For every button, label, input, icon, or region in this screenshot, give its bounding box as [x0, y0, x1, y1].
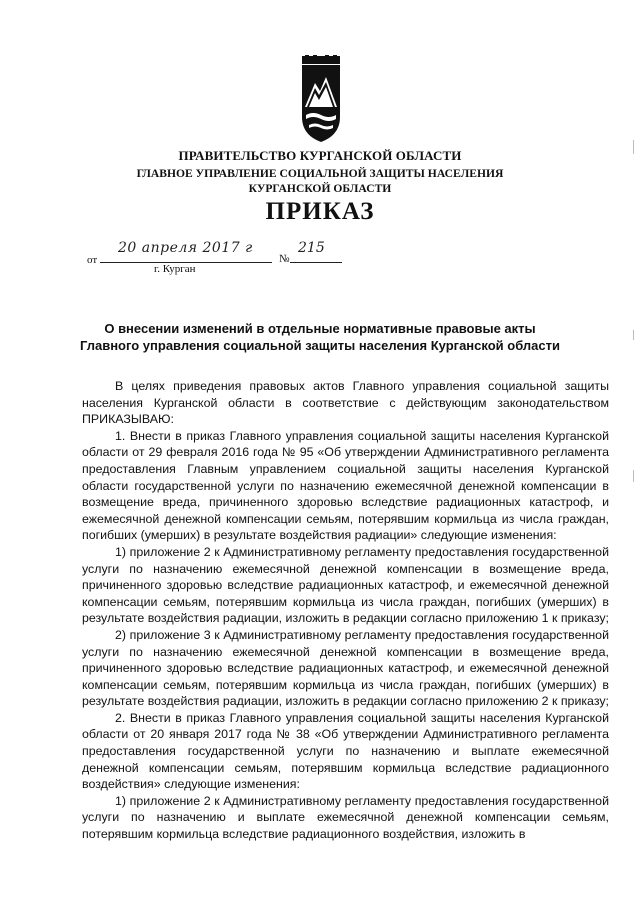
number-underline — [290, 262, 342, 263]
body-paragraph-item-2: 2. Внести в приказ Главного управления социальной защиты населения Курганской области от 20 января 2017 года № 38 «Об утверждении Административного регламента предоставления государственной услуги по назначению и выплате ежемесячной денежной компенсации семьям, потерявшим кормильца вследствие радиационного воздействия» следующие изменения: — [82, 710, 609, 792]
handwritten-number: 215 — [298, 240, 325, 256]
body-paragraph-item-1: 1. Внести в приказ Главного управления социальной защиты населения Курганской области от 29 февраля 2016 года № 95 «Об утверждении Административного регламента предоставления Главным управлением социальной защиты населения Курганской области государственной услуги по назначению ежемесячной денежной компенсации в возмещение вреда, причиненного здоровью вследствие радиационных катастроф, и ежемесячной денежной компенсации семьям, потерявшим кормильца из числа граждан, погибших (умерших) в результате воздействия радиации» следующие изменения: — [82, 428, 609, 543]
number-label: № — [279, 253, 290, 265]
date-prefix-label: от — [87, 254, 98, 266]
government-name: ПРАВИТЕЛЬСТВО КУРГАНСКОЙ ОБЛАСТИ — [178, 148, 462, 163]
body-paragraph-intro: В целях приведения правовых актов Главного управления социальной защиты населения Курганской области в соответствие с действующим законодательством ПРИКАЗЫВАЮ: — [82, 379, 609, 427]
body-paragraph-item-1-2: 2) приложение 3 к Административному регламенту предоставления государственной услуги по назначению ежемесячной денежной компенсации в возмещение вреда, причиненного здоровью вследствие радиационных катастроф, и ежемесячной денежной компенсации семьям, потерявшим кормильца из числа граждан, погибших (умерших) в результате воздействия радиации, изложить в редакции согласно приложению 2 к приказу; — [82, 627, 609, 709]
subject-line-2: Главного управления социальной защиты населения Курганской области — [80, 338, 560, 353]
city-label: г. Курган — [154, 263, 196, 275]
handwritten-date: 20 апреля 2017 г — [118, 240, 253, 256]
document-type-title: ПРИКАЗ — [265, 198, 375, 225]
scan-artifact — [633, 470, 634, 482]
subject-line-1: О внесении изменений в отдельные нормативные правовые акты — [104, 321, 536, 336]
coat-of-arms-icon — [301, 55, 341, 143]
scan-artifact — [633, 330, 634, 340]
date-number-line — [0, 240, 640, 270]
body-paragraph-item-2-1: 1) приложение 2 к Административному регламенту предоставления государственной услуги по назначению и выплате ежемесячной денежной компенсации семьям, потерявшим кормильца вследствие радиационного воздействия, изложить в — [82, 793, 609, 842]
scan-artifact — [633, 140, 634, 154]
document-body — [82, 378, 609, 843]
department-name-line2: КУРГАНСКОЙ ОБЛАСТИ — [248, 182, 392, 195]
body-paragraph-item-1-1: 1) приложение 2 к Административному регламенту предоставления государственной услуги по назначению ежемесячной денежной компенсации в возмещение вреда, причиненного здоровью вследствие радиационных катастроф, и ежемесячной денежной компенсации семьям, потерявшим кормильца из числа граждан, погибших (умерших) в результате воздействия радиации, изложить в редакции согласно приложению 1 к приказу; — [82, 544, 609, 626]
department-name-line1: ГЛАВНОЕ УПРАВЛЕНИЕ СОЦИАЛЬНОЙ ЗАЩИТЫ НАСЕЛЕНИЯ — [136, 167, 504, 180]
